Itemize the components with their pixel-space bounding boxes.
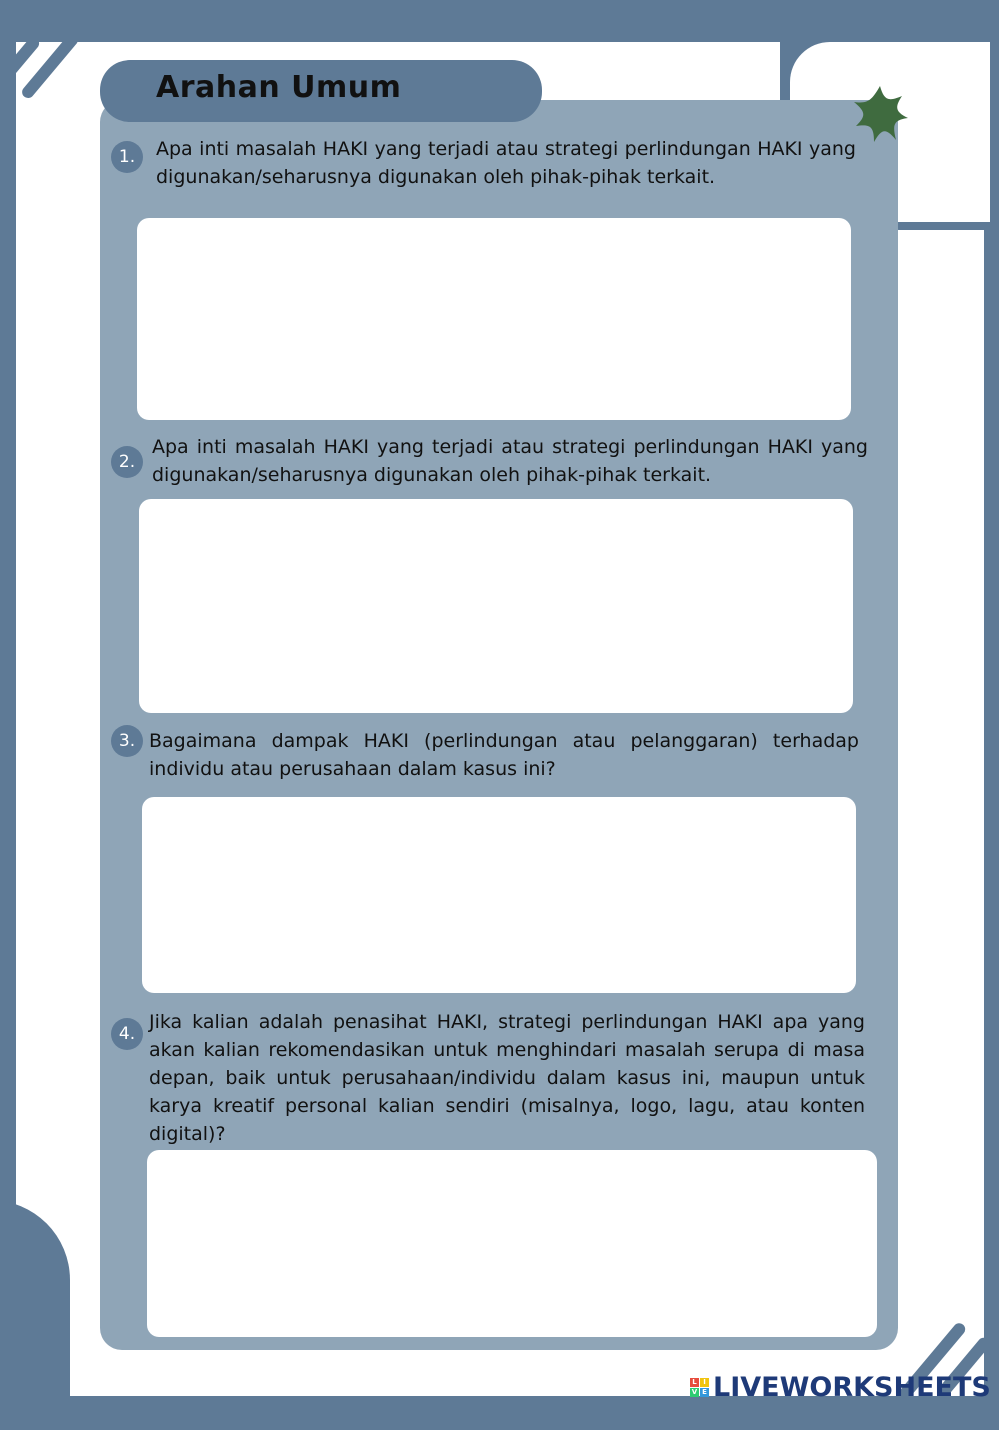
question-number-3: 3. <box>111 725 143 757</box>
answer-box-1[interactable] <box>137 218 851 420</box>
answer-box-4[interactable] <box>147 1150 877 1337</box>
liveworksheets-brand-text: LIVEWORKSHEETS <box>713 1372 991 1403</box>
question-number-1: 1. <box>111 141 143 173</box>
question-2-text: Apa inti masalah HAKI yang terjadi atau strategi perlindungan HAKI yang digunakan/seharusnya digunakan oleh pihak-pihak terkait. <box>152 436 868 486</box>
question-3-text: Bagaimana dampak HAKI (perlindungan atau pelanggaran) terhadap individu atau perusahaan dalam kasus ini? <box>149 730 859 780</box>
liveworksheets-logo[interactable] <box>690 1372 991 1403</box>
page-title: Arahan Umum <box>156 70 402 105</box>
question-number-2: 2. <box>111 446 143 478</box>
answer-box-3[interactable] <box>142 797 856 993</box>
question-number-4: 4. <box>111 1018 143 1050</box>
answer-box-2[interactable] <box>139 499 853 713</box>
question-1-text: Apa inti masalah HAKI yang terjadi atau strategi perlindungan HAKI yang digunakan/seharusnya digunakan oleh pihak-pihak terkait. <box>156 138 856 188</box>
star-decoration-icon <box>848 82 912 146</box>
liveworksheets-logo-icon: L I V E <box>690 1378 709 1397</box>
question-4-text: Jika kalian adalah penasihat HAKI, strategi perlindungan HAKI apa yang akan kalian rekomendasikan untuk menghindari masalah serupa di masa depan, baik untuk perusahaan/individu dalam kasus ini, maupun untuk karya kreatif personal kalian sendiri (misalnya, logo, lagu, atau konten digital)? <box>149 1011 865 1145</box>
